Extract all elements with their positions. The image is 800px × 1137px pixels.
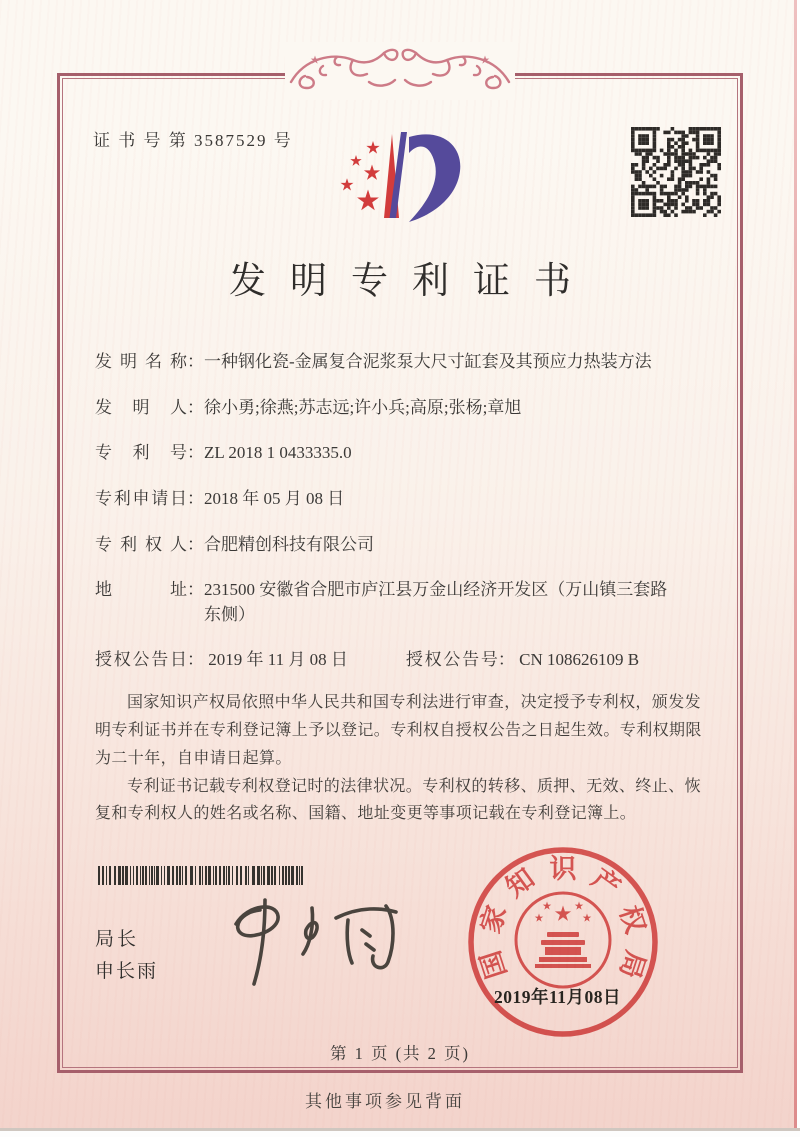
field-row (95, 396, 711, 421)
svg-text:权: 权 (613, 901, 651, 937)
field-label: 专利权人 (95, 534, 187, 554)
back-side-note: 其他事项参见背面 (305, 1092, 465, 1111)
field-row (95, 533, 711, 558)
field-row (95, 350, 711, 375)
barcode (98, 866, 306, 885)
fields (95, 350, 711, 627)
photo-edge (0, 1131, 800, 1137)
field-label: 授权公告日 (95, 650, 187, 670)
field-row (95, 578, 711, 627)
field-value: 一种钢化瓷-金属复合泥浆泵大尺寸缸套及其预应力热装方法 (204, 352, 652, 371)
field-value: 231500 安徽省合肥市庐江县万金山经济开发区（万山镇三套路东侧） (204, 580, 668, 624)
field-label: 发明人 (95, 397, 187, 417)
legal-paragraph: 国家知识产权局依照中华人民共和国专利法进行审查，决定授予专利权，颁发发明专利证书并在专利登记簿上予以登记。专利权自授权公告之日起生效。专利权期限为二十年，自申请日起算。 (95, 694, 702, 767)
certificate-number: 证 书 号 第 3587529 号 (93, 131, 293, 150)
seal-date: 2019年11月08日 (494, 987, 622, 1007)
field-label: 发明名称 (95, 352, 187, 371)
field-colon: ： (187, 352, 204, 371)
officer-title: 局长 (95, 929, 140, 950)
field-row (95, 487, 711, 512)
dragon-flourish-ornament (285, 42, 515, 100)
field-colon: ： (497, 650, 515, 670)
page-number: 第 1 页 (共 2 页) (329, 1044, 471, 1063)
legal-paragraph: 专利证书记载专利权登记时的法律状况。专利权的转移、质押、无效、终止、恢复和专利权人的姓名或名称、国籍、地址变更等事项记载在专利登记簿上。 (95, 777, 702, 823)
field-value: 合肥精创科技有限公司 (204, 534, 374, 554)
svg-text:局: 局 (613, 947, 651, 983)
field-row (95, 441, 711, 466)
dragon-right-icon (403, 50, 509, 88)
legal-text (95, 689, 711, 828)
dragon-left-icon (291, 50, 397, 88)
grant-number-group (406, 648, 639, 673)
grant-date-group (95, 648, 348, 673)
officer-name: 申长雨 (95, 961, 159, 982)
field-label: 地址 (95, 580, 187, 600)
field-value: CN 108626109 B (519, 650, 640, 670)
grant-row (95, 648, 711, 673)
certificate-title: 发明专利证书 (229, 261, 595, 302)
field-colon: ： (187, 488, 204, 508)
svg-text:识: 识 (549, 854, 577, 884)
cnipa-logo-icon (330, 130, 475, 225)
signature-handwriting (218, 896, 430, 992)
field-colon: ： (187, 580, 204, 600)
field-colon: ： (187, 443, 204, 463)
field-value: ZL 2018 1 0433335.0 (204, 443, 352, 463)
field-label: 专利号 (95, 443, 187, 463)
national-emblem-icon (516, 893, 610, 987)
svg-text:产: 产 (586, 862, 626, 903)
field-label: 专利申请日 (95, 488, 187, 508)
field-colon: ： (187, 397, 204, 417)
field-value: 2018 年 05 月 08 日 (204, 488, 345, 508)
field-value: 2019 年 11 月 08 日 (208, 650, 348, 670)
svg-text:家: 家 (475, 901, 513, 937)
official-seal (463, 842, 663, 1042)
field-value: 徐小勇;徐燕;苏志远;许小兵;高原;张杨;章旭 (204, 397, 522, 417)
certificate-body (95, 350, 711, 828)
field-colon: ： (187, 650, 204, 670)
svg-text:国: 国 (475, 947, 513, 983)
qr-code (631, 127, 721, 217)
field-label: 授权公告号 (405, 650, 498, 670)
svg-text:知: 知 (500, 862, 540, 903)
field-colon: ： (187, 534, 204, 554)
